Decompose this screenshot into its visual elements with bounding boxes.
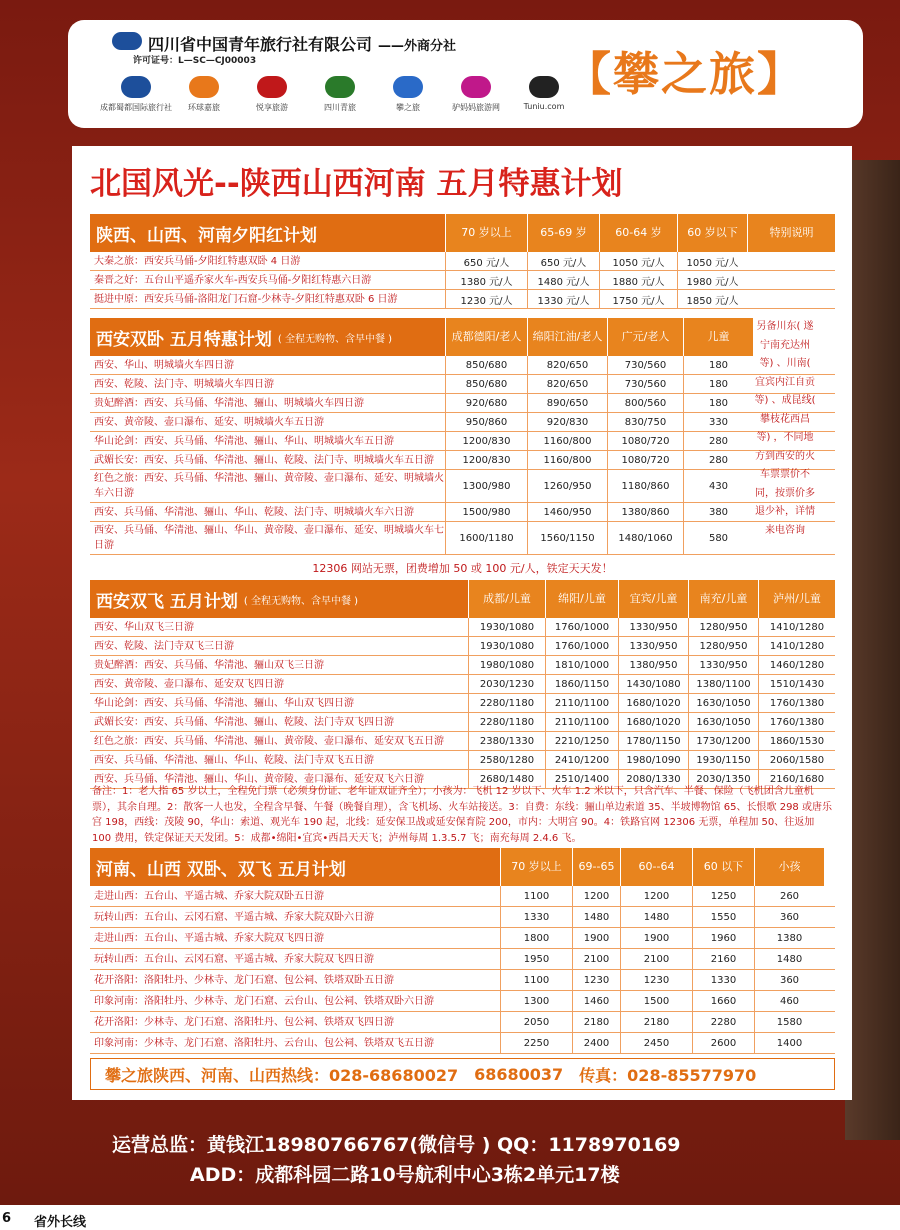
- price-cell: 2280/1180: [468, 713, 545, 731]
- price-cell: 2580/1280: [468, 751, 545, 769]
- partner-logo: [382, 76, 434, 113]
- price-cell: 360: [754, 907, 824, 927]
- main-panel: [72, 146, 852, 1100]
- table-row: [90, 637, 835, 656]
- price-cell: 2450: [620, 1033, 692, 1053]
- price-cell: 180: [683, 375, 753, 393]
- tour-name: 西安、乾陵、法门寺、明城墙火车四日游: [94, 378, 274, 390]
- price-cell: 1550: [692, 907, 754, 927]
- hotline-bar: 攀之旅陕西、河南、山西热线：028-68680027 68680037 传真：028-85577970: [90, 1058, 835, 1090]
- tour-name: 秦晋之好：五台山平遥乔家火车-西安兵马俑-夕阳红特惠六日游: [94, 274, 372, 286]
- price-cell: 850/680: [445, 375, 527, 393]
- price-cell: 2210/1250: [545, 732, 618, 750]
- table-row: [90, 751, 835, 770]
- tour-name: 西安、黄帝陵、壶口瀑布、延安、明城墙火车五日游: [94, 416, 324, 428]
- table-row: [90, 451, 835, 470]
- price-cell: 1630/1050: [688, 694, 758, 712]
- partner-logo: [246, 76, 298, 113]
- column-header: 广元/老人: [607, 318, 683, 356]
- price-cell: 1080/720: [607, 451, 683, 469]
- logo-label: 悦享旅游: [256, 103, 288, 112]
- page-number: 6: [2, 1211, 12, 1226]
- tour-name: 武媚长安：西安、兵马俑、华清池、骊山、乾陵、法门寺、明城墙火车五日游: [94, 454, 434, 466]
- price-cell: 1400: [754, 1033, 824, 1053]
- price-cell: 730/560: [607, 356, 683, 374]
- section-title: 西安双卧 五月特惠计划 ( 全程无购物、含早中餐 ): [90, 318, 445, 356]
- table-row: [90, 375, 835, 394]
- price-cell: 820/650: [527, 375, 607, 393]
- company-name: 四川省中国青年旅行社有限公司 ——外商分社: [148, 35, 457, 54]
- price-cell: 1280/950: [688, 618, 758, 636]
- price-cell: 1480: [620, 907, 692, 927]
- price-cell: 1860/1530: [758, 732, 835, 750]
- table-row: [90, 928, 835, 949]
- price-cell: 2160: [692, 949, 754, 969]
- price-cell: 1330/950: [618, 618, 688, 636]
- price-cell: 2100: [572, 949, 620, 969]
- price-cell: 2060/1580: [758, 751, 835, 769]
- tour-name: 西安、兵马俑、华清池、骊山、华山、乾陵、法门寺双飞五日游: [94, 754, 374, 766]
- tour-name: 花开洛阳：洛阳牡丹、少林寺、龙门石窟、包公祠、铁塔双卧五日游: [94, 974, 394, 986]
- price-cell: 1980/1090: [618, 751, 688, 769]
- partner-logos: [100, 76, 570, 113]
- price-cell: 650 元/人: [445, 252, 527, 270]
- table-row: [90, 503, 835, 522]
- price-cell: 1980/1080: [468, 656, 545, 674]
- price-cell: 1100: [500, 970, 572, 990]
- table-row: [90, 732, 835, 751]
- price-cell: 2030/1350: [688, 770, 758, 788]
- table-row: [90, 1033, 835, 1054]
- price-cell: 1900: [572, 928, 620, 948]
- tour-name: 贵妃醉酒：西安、兵马俑、华清池、骊山双飞三日游: [94, 659, 324, 671]
- price-cell: 1930/1080: [468, 637, 545, 655]
- price-cell: 1330/950: [688, 656, 758, 674]
- price-cell: 1330: [692, 970, 754, 990]
- tour-name: 玩转山西：五台山、云冈石窟、平遥古城、乔家大院双卧六日游: [94, 911, 374, 923]
- price-cell: 1930/1150: [688, 751, 758, 769]
- price-cell: 890/650: [527, 394, 607, 412]
- price-cell: 1200: [620, 886, 692, 906]
- price-cell: 380: [683, 503, 753, 521]
- price-cell: 1960: [692, 928, 754, 948]
- column-header: 70 岁以上: [500, 848, 572, 886]
- price-cell: 1560/1150: [527, 522, 607, 554]
- price-cell: 1300: [500, 991, 572, 1011]
- price-cell: 650 元/人: [527, 252, 599, 270]
- tour-name: 大秦之旅：西安兵马俑-夕阳红特惠双卧 4 日游: [94, 255, 301, 267]
- price-cell: 820/650: [527, 356, 607, 374]
- price-cell: 1480: [572, 907, 620, 927]
- table-row: [90, 290, 835, 309]
- partner-logo: [178, 76, 230, 113]
- price-cell: 180: [683, 356, 753, 374]
- remarks: 备注：1：老人指 65 岁以上，全程免门票（必须身份证、老年证双证齐全）；小孩为：飞机 12 岁以下、火车 1.2 米以下，只含汽车、半餐、保险（飞机团含儿童机票），其余自理。2：散客一人也发，全程含早餐、午餐（晚餐自理），含飞机场、火车站接送。3：自费：东线：骊山单边索道 35、半坡博物馆 65、长恨歌 298 或唐乐宫 198，西线：茂陵 90，华山：索道、观光车 190 起，北线：延安保卫战或延安保育院 200，市内：大明宫 90。4：铁路官网 12306 无票，单程加 50、往返加 100 费用，铁定保证天天发团。5：成都•绵阳•宜宾•西昌天天飞；泸州每周 1.3.5.7 飞；南充每周 2.4.6 飞。: [92, 786, 832, 844]
- table-row: [90, 356, 835, 375]
- tour-name: 华山论剑：西安、兵马俑、华清池、骊山、华山、明城墙火车五日游: [94, 435, 394, 447]
- price-cell: 1230: [572, 970, 620, 990]
- price-cell: 1510/1430: [758, 675, 835, 693]
- cyts-logo-icon: [325, 76, 355, 98]
- price-cell: 2410/1200: [545, 751, 618, 769]
- column-header: 65-69 岁: [527, 214, 599, 252]
- tour-name: 贵妃醉酒：西安、兵马俑、华清池、骊山、明城墙火车四日游: [94, 397, 364, 409]
- price-cell: 1580: [754, 1012, 824, 1032]
- table-row: [90, 713, 835, 732]
- price-cell: 1500: [620, 991, 692, 1011]
- price-cell: 2180: [572, 1012, 620, 1032]
- table-row: [90, 618, 835, 637]
- price-cell: 1810/1000: [545, 656, 618, 674]
- section-henan-shanxi-plan: [90, 848, 835, 1054]
- table-row: [90, 394, 835, 413]
- star-logo-icon: [393, 76, 423, 98]
- price-cell: 2110/1100: [545, 694, 618, 712]
- tour-name: 印象河南：少林寺、龙门石窟、洛阳牡丹、云台山、包公祠、铁塔双飞五日游: [94, 1037, 434, 1049]
- price-cell: 1800: [500, 928, 572, 948]
- column-header: 69--65: [572, 848, 620, 886]
- price-cell: 430: [683, 470, 753, 502]
- logo-label: 环球嘉旅: [188, 103, 220, 112]
- column-header: 60-64 岁: [599, 214, 677, 252]
- column-header: 60 以下: [692, 848, 754, 886]
- price-cell: 1280/950: [688, 637, 758, 655]
- column-header: 特别说明: [747, 214, 835, 252]
- price-cell: 330: [683, 413, 753, 431]
- price-cell: 2160/1680: [758, 770, 835, 788]
- column-header: 绵阳/儿童: [545, 580, 618, 618]
- logo-label: 四川青旅: [324, 103, 356, 112]
- price-cell: 1780/1150: [618, 732, 688, 750]
- partner-logo: [518, 76, 570, 113]
- price-cell: 1900: [620, 928, 692, 948]
- price-cell: 1200/830: [445, 432, 527, 450]
- rabbit-logo-icon: [461, 76, 491, 98]
- page-title: 北国风光--陕西山西河南 五月特惠计划: [90, 166, 623, 202]
- logo-label: 成都蜀都国际旅行社: [100, 103, 172, 112]
- price-cell: 2600: [692, 1033, 754, 1053]
- cyts-logo-icon: [112, 32, 142, 50]
- price-cell: 1760/1000: [545, 618, 618, 636]
- price-cell: 1330/950: [618, 637, 688, 655]
- price-cell: 1750 元/人: [599, 290, 677, 308]
- column-header: 70 岁以上: [445, 214, 527, 252]
- price-cell: 1260/950: [527, 470, 607, 502]
- price-cell: 1730/1200: [688, 732, 758, 750]
- price-cell: 460: [754, 991, 824, 1011]
- column-header: 儿童: [683, 318, 753, 356]
- price-cell: 1380: [754, 928, 824, 948]
- table-row: [90, 694, 835, 713]
- price-cell: 1050 元/人: [677, 252, 747, 270]
- tour-name: 西安、黄帝陵、壶口瀑布、延安双飞四日游: [94, 678, 284, 690]
- price-cell: 2280: [692, 1012, 754, 1032]
- column-header: 泸州/儿童: [758, 580, 835, 618]
- tour-name: 红色之旅：西安、兵马俑、华清池、骊山、黄帝陵、壶口瀑布、延安双飞五日游: [94, 735, 444, 747]
- tour-name: 西安、兵马俑、华清池、骊山、华山、乾陵、法门寺、明城墙火车六日游: [94, 506, 414, 518]
- brand-title: 【攀之旅】: [565, 47, 805, 101]
- table-row: [90, 413, 835, 432]
- price-cell: 1760/1380: [758, 694, 835, 712]
- price-cell: 920/830: [527, 413, 607, 431]
- price-cell: 1160/800: [527, 432, 607, 450]
- ticket-notice: 12306 网站无票，团费增加 50 或 100 元/人，铁定天天发！: [312, 562, 613, 575]
- price-cell: 1480: [754, 949, 824, 969]
- butterfly-logo-icon: [257, 76, 287, 98]
- price-cell: 920/680: [445, 394, 527, 412]
- partner-logo: [450, 76, 502, 113]
- tour-name: 走进山西：五台山、平遥古城、乔家大院双飞四日游: [94, 932, 324, 944]
- price-cell: 1160/800: [527, 451, 607, 469]
- price-cell: 1880 元/人: [599, 271, 677, 289]
- table-row: [90, 970, 835, 991]
- price-cell: 1460/1280: [758, 656, 835, 674]
- column-header: 宜宾/儿童: [618, 580, 688, 618]
- tour-name: 华山论剑：西安、兵马俑、华清池、骊山、华山双飞四日游: [94, 697, 354, 709]
- price-cell: 1930/1080: [468, 618, 545, 636]
- tour-name: 走进山西：五台山、平遥古城、乔家大院双卧五日游: [94, 890, 324, 902]
- price-cell: 1850 元/人: [677, 290, 747, 308]
- price-cell: 1200/830: [445, 451, 527, 469]
- price-cell: 1760/1000: [545, 637, 618, 655]
- section-xian-train-plan: [90, 318, 835, 555]
- price-cell: 1500/980: [445, 503, 527, 521]
- price-cell: 1380 元/人: [445, 271, 527, 289]
- logo-label: 驴妈妈旅游网: [452, 103, 500, 112]
- contact-line: 运营总监：黄钱江18980766767(微信号 ) QQ：1178970169: [112, 1134, 681, 1156]
- table-row: [90, 656, 835, 675]
- price-cell: 260: [754, 886, 824, 906]
- column-header: 成都/儿童: [468, 580, 545, 618]
- page-category: 省外长线: [34, 1215, 87, 1230]
- table-row: [90, 271, 835, 290]
- price-cell: 1100: [500, 886, 572, 906]
- price-cell: 1330: [500, 907, 572, 927]
- table-row: [90, 252, 835, 271]
- price-cell: 2080/1330: [618, 770, 688, 788]
- price-cell: 360: [754, 970, 824, 990]
- price-cell: 1200: [572, 886, 620, 906]
- price-cell: 2050: [500, 1012, 572, 1032]
- section-title: 陕西、山西、河南夕阳红计划: [90, 214, 445, 252]
- column-header: 绵阳江油/老人: [527, 318, 607, 356]
- tour-name: 印象河南：洛阳牡丹、少林寺、龙门石窟、云台山、包公祠、铁塔双卧六日游: [94, 995, 434, 1007]
- table-row: [90, 991, 835, 1012]
- price-cell: 1680/1020: [618, 713, 688, 731]
- column-header: 成都德阳/老人: [445, 318, 527, 356]
- price-cell: 1230 元/人: [445, 290, 527, 308]
- tour-name: 西安、兵马俑、华清池、骊山、华山、黄帝陵、壶口瀑布、延安、明城墙火车七日游: [94, 525, 444, 551]
- price-cell: 1460/950: [527, 503, 607, 521]
- price-cell: 2380/1330: [468, 732, 545, 750]
- price-cell: 830/750: [607, 413, 683, 431]
- swirl-logo-icon: [121, 76, 151, 98]
- price-cell: 2110/1100: [545, 713, 618, 731]
- price-cell: 1980 元/人: [677, 271, 747, 289]
- price-cell: 2280/1180: [468, 694, 545, 712]
- price-cell: 280: [683, 451, 753, 469]
- section-sunset-plan: [90, 214, 835, 309]
- column-header: 60--64: [620, 848, 692, 886]
- partner-logo: [314, 76, 366, 113]
- price-cell: 2180: [620, 1012, 692, 1032]
- price-cell: 1080/720: [607, 432, 683, 450]
- price-cell: 1050 元/人: [599, 252, 677, 270]
- price-cell: 1460: [572, 991, 620, 1011]
- price-cell: 1480/1060: [607, 522, 683, 554]
- price-cell: 2250: [500, 1033, 572, 1053]
- price-cell: 1300/980: [445, 470, 527, 502]
- globe-logo-icon: [189, 76, 219, 98]
- table-row: [90, 949, 835, 970]
- price-cell: 850/680: [445, 356, 527, 374]
- special-note: 另备川东( 遂宁南充达州等) 、川南( 宜宾内江自贡等) 、成昆线( 攀枝花西昌等) ，不同地方到西安的火车票票价不同，按票价多退少补，详情来电咨询: [754, 321, 816, 536]
- logo-label: 攀之旅: [396, 103, 420, 112]
- price-cell: 1660: [692, 991, 754, 1011]
- tour-name: 玩转山西：五台山、云冈石窟、平遥古城、乔家大院双飞四日游: [94, 953, 374, 965]
- price-cell: 1950: [500, 949, 572, 969]
- column-header: 60 岁以下: [677, 214, 747, 252]
- price-cell: 1480 元/人: [527, 271, 599, 289]
- tour-name: 武媚长安：西安、兵马俑、华清池、骊山、乾陵、法门寺双飞四日游: [94, 716, 394, 728]
- table-row: [90, 522, 835, 555]
- price-cell: 580: [683, 522, 753, 554]
- price-cell: 1630/1050: [688, 713, 758, 731]
- price-cell: 1760/1380: [758, 713, 835, 731]
- tour-name: 西安、华山双飞三日游: [94, 621, 194, 633]
- price-cell: 1380/860: [607, 503, 683, 521]
- price-cell: 1410/1280: [758, 637, 835, 655]
- price-cell: 2030/1230: [468, 675, 545, 693]
- page-footer: [0, 1205, 900, 1230]
- table-row: [90, 432, 835, 451]
- section-title: 河南、山西 双卧、双飞 五月计划: [90, 848, 500, 886]
- price-cell: 1330 元/人: [527, 290, 599, 308]
- tour-name: 西安、华山、明城墙火车四日游: [94, 359, 234, 371]
- price-cell: 180: [683, 394, 753, 412]
- price-cell: 1250: [692, 886, 754, 906]
- table-row: [90, 907, 835, 928]
- price-cell: 1860/1150: [545, 675, 618, 693]
- price-cell: 950/860: [445, 413, 527, 431]
- price-cell: 1410/1280: [758, 618, 835, 636]
- price-cell: 1230: [620, 970, 692, 990]
- price-cell: 730/560: [607, 375, 683, 393]
- cow-logo-icon: [529, 76, 559, 98]
- table-row: [90, 1012, 835, 1033]
- terracotta-warrior-image: [845, 160, 900, 1140]
- tour-name: 西安、兵马俑、华清池、骊山、华山、黄帝陵、壶口瀑布、延安双飞六日游: [94, 773, 424, 785]
- price-cell: 2510/1400: [545, 770, 618, 788]
- price-cell: 1680/1020: [618, 694, 688, 712]
- tour-name: 花开洛阳：少林寺、龙门石窟、洛阳牡丹、包公祠、铁塔双飞四日游: [94, 1016, 394, 1028]
- price-cell: 1180/860: [607, 470, 683, 502]
- table-row: [90, 470, 835, 503]
- price-cell: 2100: [620, 949, 692, 969]
- tour-name: 西安、乾陵、法门寺双飞三日游: [94, 640, 234, 652]
- table-row: [90, 675, 835, 694]
- tour-name: 红色之旅：西安、兵马俑、华清池、骊山、黄帝陵、壶口瀑布、延安、明城墙火车六日游: [94, 473, 444, 499]
- column-header: 小孩: [754, 848, 824, 886]
- price-cell: 2680/1480: [468, 770, 545, 788]
- table-row: [90, 886, 835, 907]
- tour-name: 挺进中原：西安兵马俑-洛阳龙门石窟-少林寺-夕阳红特惠双卧 6 日游: [94, 293, 398, 305]
- address-line: ADD：成都科园二路10号航利中心3栋2单元17楼: [190, 1164, 620, 1186]
- partner-logo: [100, 76, 172, 113]
- logo-label: Tuniu.com: [523, 102, 565, 111]
- column-header: 南充/儿童: [688, 580, 758, 618]
- price-cell: 1430/1080: [618, 675, 688, 693]
- price-cell: 280: [683, 432, 753, 450]
- price-cell: 2400: [572, 1033, 620, 1053]
- license-number: 许可证号：L—SC—CJ00003: [133, 56, 257, 66]
- price-cell: 1380/1100: [688, 675, 758, 693]
- section-title: 西安双飞 五月计划 ( 全程无购物、含早中餐 ): [90, 580, 468, 618]
- price-cell: 1600/1180: [445, 522, 527, 554]
- price-cell: 1380/950: [618, 656, 688, 674]
- section-xian-flight-plan: [90, 580, 835, 789]
- price-cell: 800/560: [607, 394, 683, 412]
